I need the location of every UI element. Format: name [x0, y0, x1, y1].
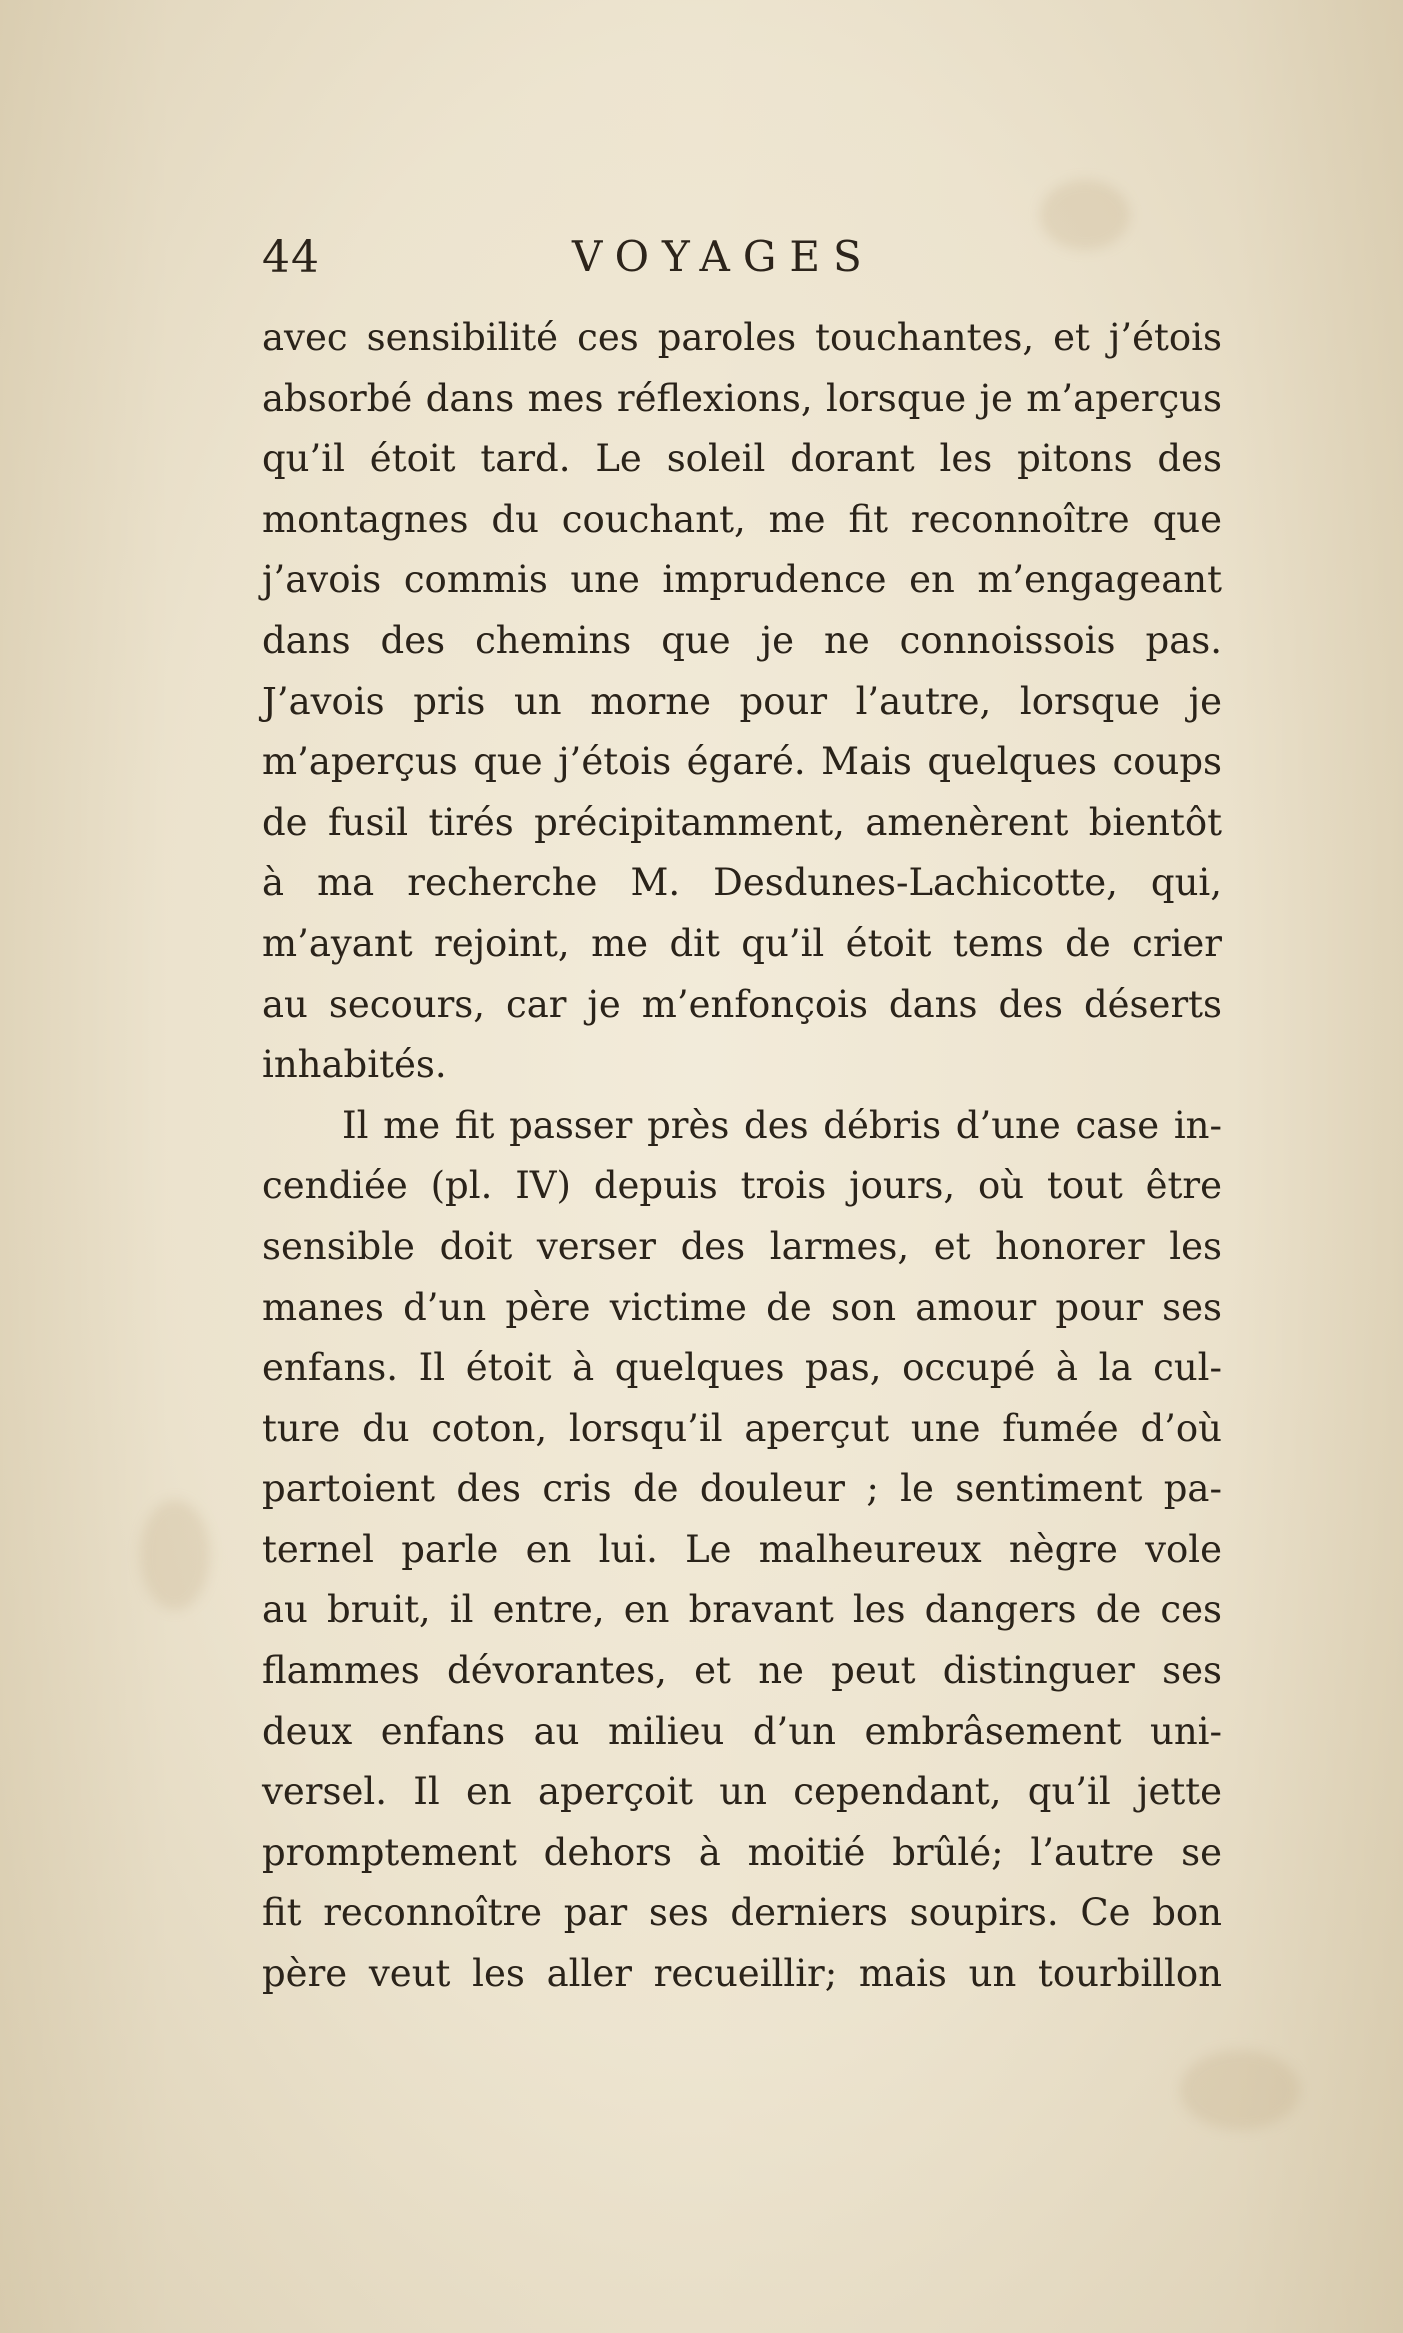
text-line: promptement dehors à moitié brûlé; l’autre se: [262, 1830, 1222, 1874]
text-line: absorbé dans mes réflexions, lorsque je m’aperçus: [262, 376, 1222, 420]
paper-stain: [1180, 2050, 1300, 2130]
body-text: [262, 308, 1222, 2005]
text-line: inhabités.: [262, 1043, 447, 1087]
text-line: à ma recherche M. Desdunes-Lachicotte, qui,: [262, 861, 1222, 905]
text-line: m’aperçus que j’étois égaré. Mais quelques coups: [262, 740, 1222, 784]
paragraph-1: [262, 308, 1222, 1096]
text-line: ture du coton, lorsqu’il aperçut une fumée d’où: [262, 1406, 1222, 1450]
page-number: 44: [262, 232, 320, 283]
running-head: VOYAGES: [572, 232, 875, 281]
text-line: au bruit, il entre, en bravant les dangers de ces: [262, 1588, 1222, 1632]
text-line: sensible doit verser des larmes, et honorer les: [262, 1224, 1222, 1268]
text-line: cendiée (pl. IV) depuis trois jours, où tout être: [262, 1164, 1222, 1208]
text-line: ternel parle en lui. Le malheureux nègre vole: [262, 1527, 1222, 1571]
text-line: deux enfans au milieu d’un embrâsement uni-: [262, 1709, 1222, 1753]
text-line: qu’il étoit tard. Le soleil dorant les pitons des: [262, 437, 1222, 481]
text-line: m’ayant rejoint, me dit qu’il étoit tems de crier: [262, 921, 1222, 965]
text-line: partoient des cris de douleur ; le sentiment pa-: [262, 1467, 1222, 1511]
text-line: au secours, car je m’enfonçois dans des déserts: [262, 982, 1222, 1026]
text-line: père veut les aller recueillir; mais un tourbillon: [262, 1952, 1222, 1996]
text-line: manes d’un père victime de son amour pour ses: [262, 1285, 1222, 1329]
text-line: Il me fit passer près des débris d’une case in-: [342, 1103, 1222, 1147]
paper-stain: [140, 1500, 210, 1610]
text-line: j’avois commis une imprudence en m’engageant: [262, 558, 1222, 602]
text-line: J’avois pris un morne pour l’autre, lorsque je: [262, 679, 1222, 723]
text-line: avec sensibilité ces paroles touchantes, et j’étois: [262, 316, 1222, 359]
text-line: flammes dévorantes, et ne peut distinguer ses: [262, 1649, 1222, 1693]
page-header: [262, 232, 1222, 292]
paragraph-2: [262, 1096, 1222, 2005]
text-line: enfans. Il étoit à quelques pas, occupé à la cul-: [262, 1346, 1222, 1390]
text-line: dans des chemins que je ne connoissois pas.: [262, 618, 1222, 662]
text-line: de fusil tirés précipitamment, amenèrent bientôt: [262, 800, 1222, 844]
text-line: montagnes du couchant, me fit reconnoître que: [262, 497, 1222, 541]
text-line: versel. Il en aperçoit un cependant, qu’il jette: [262, 1770, 1222, 1814]
text-line: fit reconnoître par ses derniers soupirs. Ce bon: [262, 1891, 1222, 1935]
